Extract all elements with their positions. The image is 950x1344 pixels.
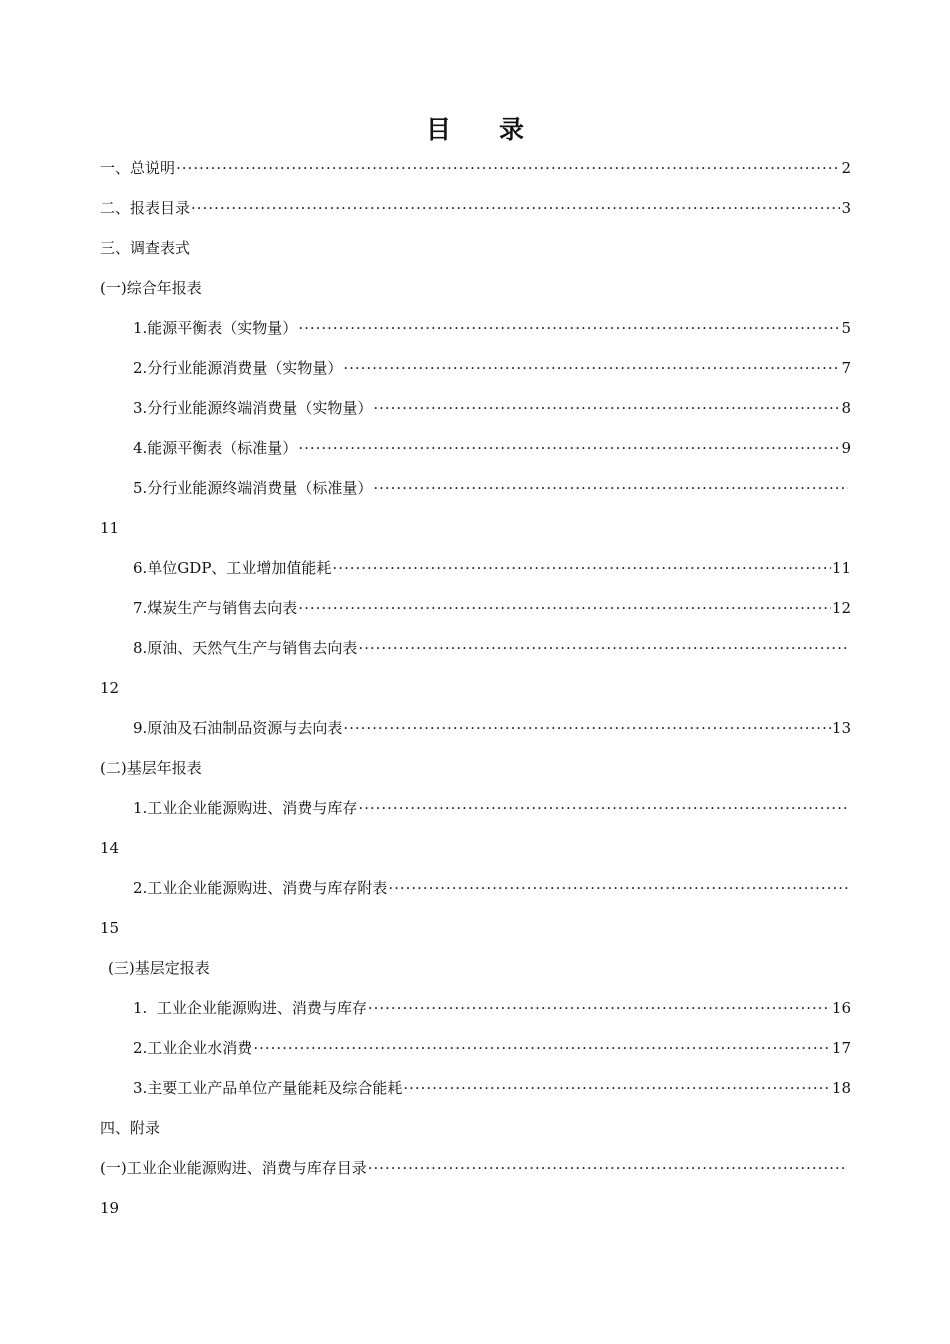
- toc-entry[interactable]: [133, 1076, 851, 1100]
- toc-entry-label: (一)综合年报表: [100, 279, 202, 297]
- page-title: [0, 112, 950, 148]
- leader-dots: [373, 396, 840, 420]
- toc-entry-label: 9.原油及石油制品资源与去向表: [133, 719, 343, 737]
- leader-dots: [343, 716, 831, 740]
- toc-entry-label: (三)基层定报表: [108, 959, 210, 977]
- leader-dots: [298, 436, 840, 460]
- toc-entry-page: 3: [841, 199, 851, 217]
- leader-dots: [403, 1076, 831, 1100]
- leader-dots: [298, 316, 840, 340]
- toc-entry-label: 3.主要工业产品单位产量能耗及综合能耗: [133, 1079, 403, 1097]
- toc-entry-label: 6.单位GDP、工业增加值能耗: [133, 559, 332, 577]
- toc-entry[interactable]: [133, 596, 851, 620]
- toc-entry-page-wrapped: [100, 916, 119, 940]
- toc-entry[interactable]: [100, 196, 851, 220]
- leader-dots: [358, 796, 848, 820]
- toc-entry-page: 14: [100, 839, 120, 857]
- toc-entry-label: 1.能源平衡表（实物量）: [133, 319, 298, 337]
- toc-entry-page: 5: [841, 319, 851, 337]
- toc-entry-page: 16: [831, 999, 851, 1017]
- leader-dots: [358, 636, 848, 660]
- toc-entry-label: 2.工业企业能源购进、消费与库存附表: [133, 879, 388, 897]
- toc-entry-page: 9: [841, 439, 851, 457]
- toc-entry-page: 8: [841, 399, 851, 417]
- leader-dots: [176, 156, 840, 180]
- leader-dots: [298, 596, 831, 620]
- toc-subsection-heading[interactable]: [100, 756, 202, 780]
- toc-entry-label: 二、报表目录: [100, 199, 191, 217]
- toc-entry-label: 2.工业企业水消费: [133, 1039, 253, 1057]
- toc-entry-label: 三、调查表式: [100, 239, 191, 257]
- toc-entry-page: 19: [100, 1199, 120, 1217]
- toc-subsection-heading[interactable]: [108, 956, 210, 980]
- toc-entry-page: 13: [831, 719, 851, 737]
- toc-entry-page: 18: [831, 1079, 851, 1097]
- toc-entry[interactable]: [133, 876, 849, 900]
- toc-entry-label: (二)基层年报表: [100, 759, 202, 777]
- toc-entry-page: 11: [100, 519, 120, 537]
- title-char-2: 录: [499, 115, 525, 144]
- leader-dots: [191, 196, 840, 220]
- leader-dots: [368, 1156, 846, 1180]
- title-char-1: 目: [425, 115, 451, 144]
- toc-entry-page: 15: [100, 919, 120, 937]
- toc-entry[interactable]: [133, 996, 851, 1020]
- toc-entry[interactable]: [133, 716, 851, 740]
- toc-entry-label: 4.能源平衡表（标准量）: [133, 439, 298, 457]
- toc-entry-page: 12: [100, 679, 120, 697]
- leader-dots: [388, 876, 848, 900]
- toc-entry[interactable]: [133, 556, 851, 580]
- toc-entry[interactable]: [133, 476, 849, 500]
- toc-entry-label: 7.煤炭生产与销售去向表: [133, 599, 298, 617]
- leader-dots: [332, 556, 830, 580]
- toc-entry-label: 3.分行业能源终端消费量（实物量）: [133, 399, 373, 417]
- toc-entry-label: (一)工业企业能源购进、消费与库存目录: [100, 1159, 367, 1177]
- leader-dots: [368, 996, 831, 1020]
- toc-entry[interactable]: [100, 1156, 847, 1180]
- leader-dots: [373, 476, 848, 500]
- toc-entry[interactable]: [133, 436, 851, 460]
- toc-entry-page-wrapped: [100, 1196, 119, 1220]
- toc-entry-label: 一、总说明: [100, 159, 176, 177]
- toc-entry-page-wrapped: [100, 516, 119, 540]
- toc-entry[interactable]: [100, 156, 851, 180]
- toc-entry[interactable]: [133, 1036, 851, 1060]
- toc-entry-page: 7: [841, 359, 851, 377]
- toc-entry[interactable]: [133, 396, 851, 420]
- toc-entry-page-wrapped: [100, 676, 119, 700]
- toc-entry[interactable]: [133, 636, 849, 660]
- toc-section-heading[interactable]: [100, 236, 190, 260]
- leader-dots: [343, 356, 840, 380]
- toc-entry-label: 四、附录: [100, 1119, 161, 1137]
- toc-entry-page: 2: [841, 159, 851, 177]
- toc-entry-page-wrapped: [100, 836, 119, 860]
- toc-entry-page: 12: [831, 599, 851, 617]
- toc-entry-label: 1.工业企业能源购进、消费与库存: [133, 799, 358, 817]
- toc-entry[interactable]: [133, 796, 849, 820]
- toc-entry-label: 8.原油、天然气生产与销售去向表: [133, 639, 358, 657]
- toc-subsection-heading[interactable]: [100, 276, 202, 300]
- toc-entry-label: 1. 工业企业能源购进、消费与库存: [133, 999, 367, 1017]
- toc-entry-page: 17: [831, 1039, 851, 1057]
- toc-entry-label: 5.分行业能源终端消费量（标准量）: [133, 479, 373, 497]
- toc-entry-label: 2.分行业能源消费量（实物量）: [133, 359, 343, 377]
- toc-entry-page: 11: [831, 559, 851, 577]
- toc-entry[interactable]: [133, 356, 851, 380]
- toc-entry[interactable]: [133, 316, 851, 340]
- toc-section-heading[interactable]: [100, 1116, 160, 1140]
- leader-dots: [253, 1036, 831, 1060]
